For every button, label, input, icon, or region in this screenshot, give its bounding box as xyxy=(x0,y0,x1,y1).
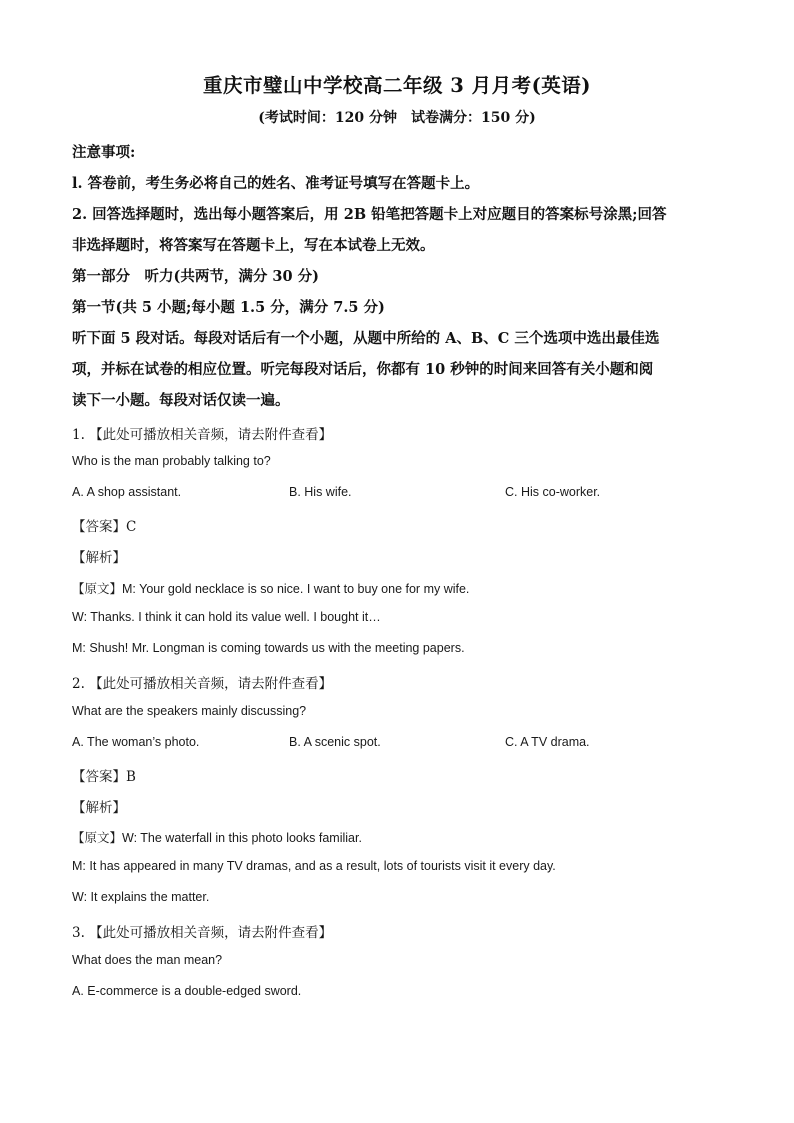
question-2-script-line-2: M: It has appeared in many TV dramas, and as a result, lots of tourists visit it every day. xyxy=(72,859,556,873)
question-1-script-line-2: W: Thanks. I think it can hold its value well. I bought it… xyxy=(72,610,381,624)
section1-heading: 第一节(共 5 小题;每小题 1.5 分，满分 7.5 分) xyxy=(72,299,385,316)
question-1-option-a: A. A shop assistant. xyxy=(72,485,182,499)
note-item-2-line-1: 2. 回答选择题时，选出每小题答案后，用 2B 铅笔把答题卡上对应题目的答案标号涂黑;回答 xyxy=(72,206,667,223)
question-2-script-line-1: 【原文】W: The waterfall in this photo looks familiar. xyxy=(72,831,362,845)
question-3-text: What does the man mean? xyxy=(72,953,223,967)
question-1-answer: 【答案】C xyxy=(72,519,137,535)
question-3-label: 3. 【此处可播放相关音频，请去附件查看】 xyxy=(72,925,333,941)
question-2-analysis: 【解析】 xyxy=(72,800,126,816)
question-3-option-a: A. E-commerce is a double-edged sword. xyxy=(72,984,302,998)
question-1-script-line-3: M: Shush! Mr. Longman is coming towards us with the meeting papers. xyxy=(72,641,465,655)
exam-info: (考试时间：120 分钟 试卷满分：150 分) xyxy=(258,110,536,126)
question-1-option-b: B. His wife. xyxy=(289,485,352,499)
question-2-text: What are the speakers mainly discussing? xyxy=(72,704,307,718)
question-2-answer: 【答案】B xyxy=(72,769,136,785)
part1-heading: 第一部分 听力(共两节，满分 30 分) xyxy=(72,268,319,285)
question-2-option-b: B. A scenic spot. xyxy=(289,735,381,749)
page-title: 重庆市璧山中学校高二年级 3 月月考(英语) xyxy=(202,74,592,97)
notes-heading: 注意事项: xyxy=(72,144,136,161)
note-item-1: l. 答卷前，考生务必将自己的姓名、准考证号填写在答题卡上。 xyxy=(72,175,480,192)
question-1-analysis: 【解析】 xyxy=(72,550,126,566)
question-2-script-line-3: W: It explains the matter. xyxy=(72,890,210,904)
question-1-script-line-1: 【原文】M: Your gold necklace is so nice. I want to buy one for my wife. xyxy=(72,582,470,596)
question-1-text: Who is the man probably talking to? xyxy=(72,454,271,468)
instructions-line-1: 听下面 5 段对话。每段对话后有一个小题，从题中所给的 A、B、C 三个选项中选出最佳选 xyxy=(72,330,660,347)
question-1-label: 1. 【此处可播放相关音频，请去附件查看】 xyxy=(72,427,333,443)
instructions-line-2: 项，并标在试卷的相应位置。听完每段对话后，你都有 10 秒钟的时间来回答有关小题和阅 xyxy=(72,361,654,378)
instructions-line-3: 读下一小题。每段对话仅读一遍。 xyxy=(72,392,290,409)
question-2-option-a: A. The woman’s photo. xyxy=(72,735,200,749)
question-2-label: 2. 【此处可播放相关音频，请去附件查看】 xyxy=(72,676,333,692)
note-item-2-line-2: 非选择题时，将答案写在答题卡上，写在本试卷上无效。 xyxy=(72,237,435,254)
question-1-option-c: C. His co-worker. xyxy=(505,485,601,499)
question-2-option-c: C. A TV drama. xyxy=(505,735,590,749)
